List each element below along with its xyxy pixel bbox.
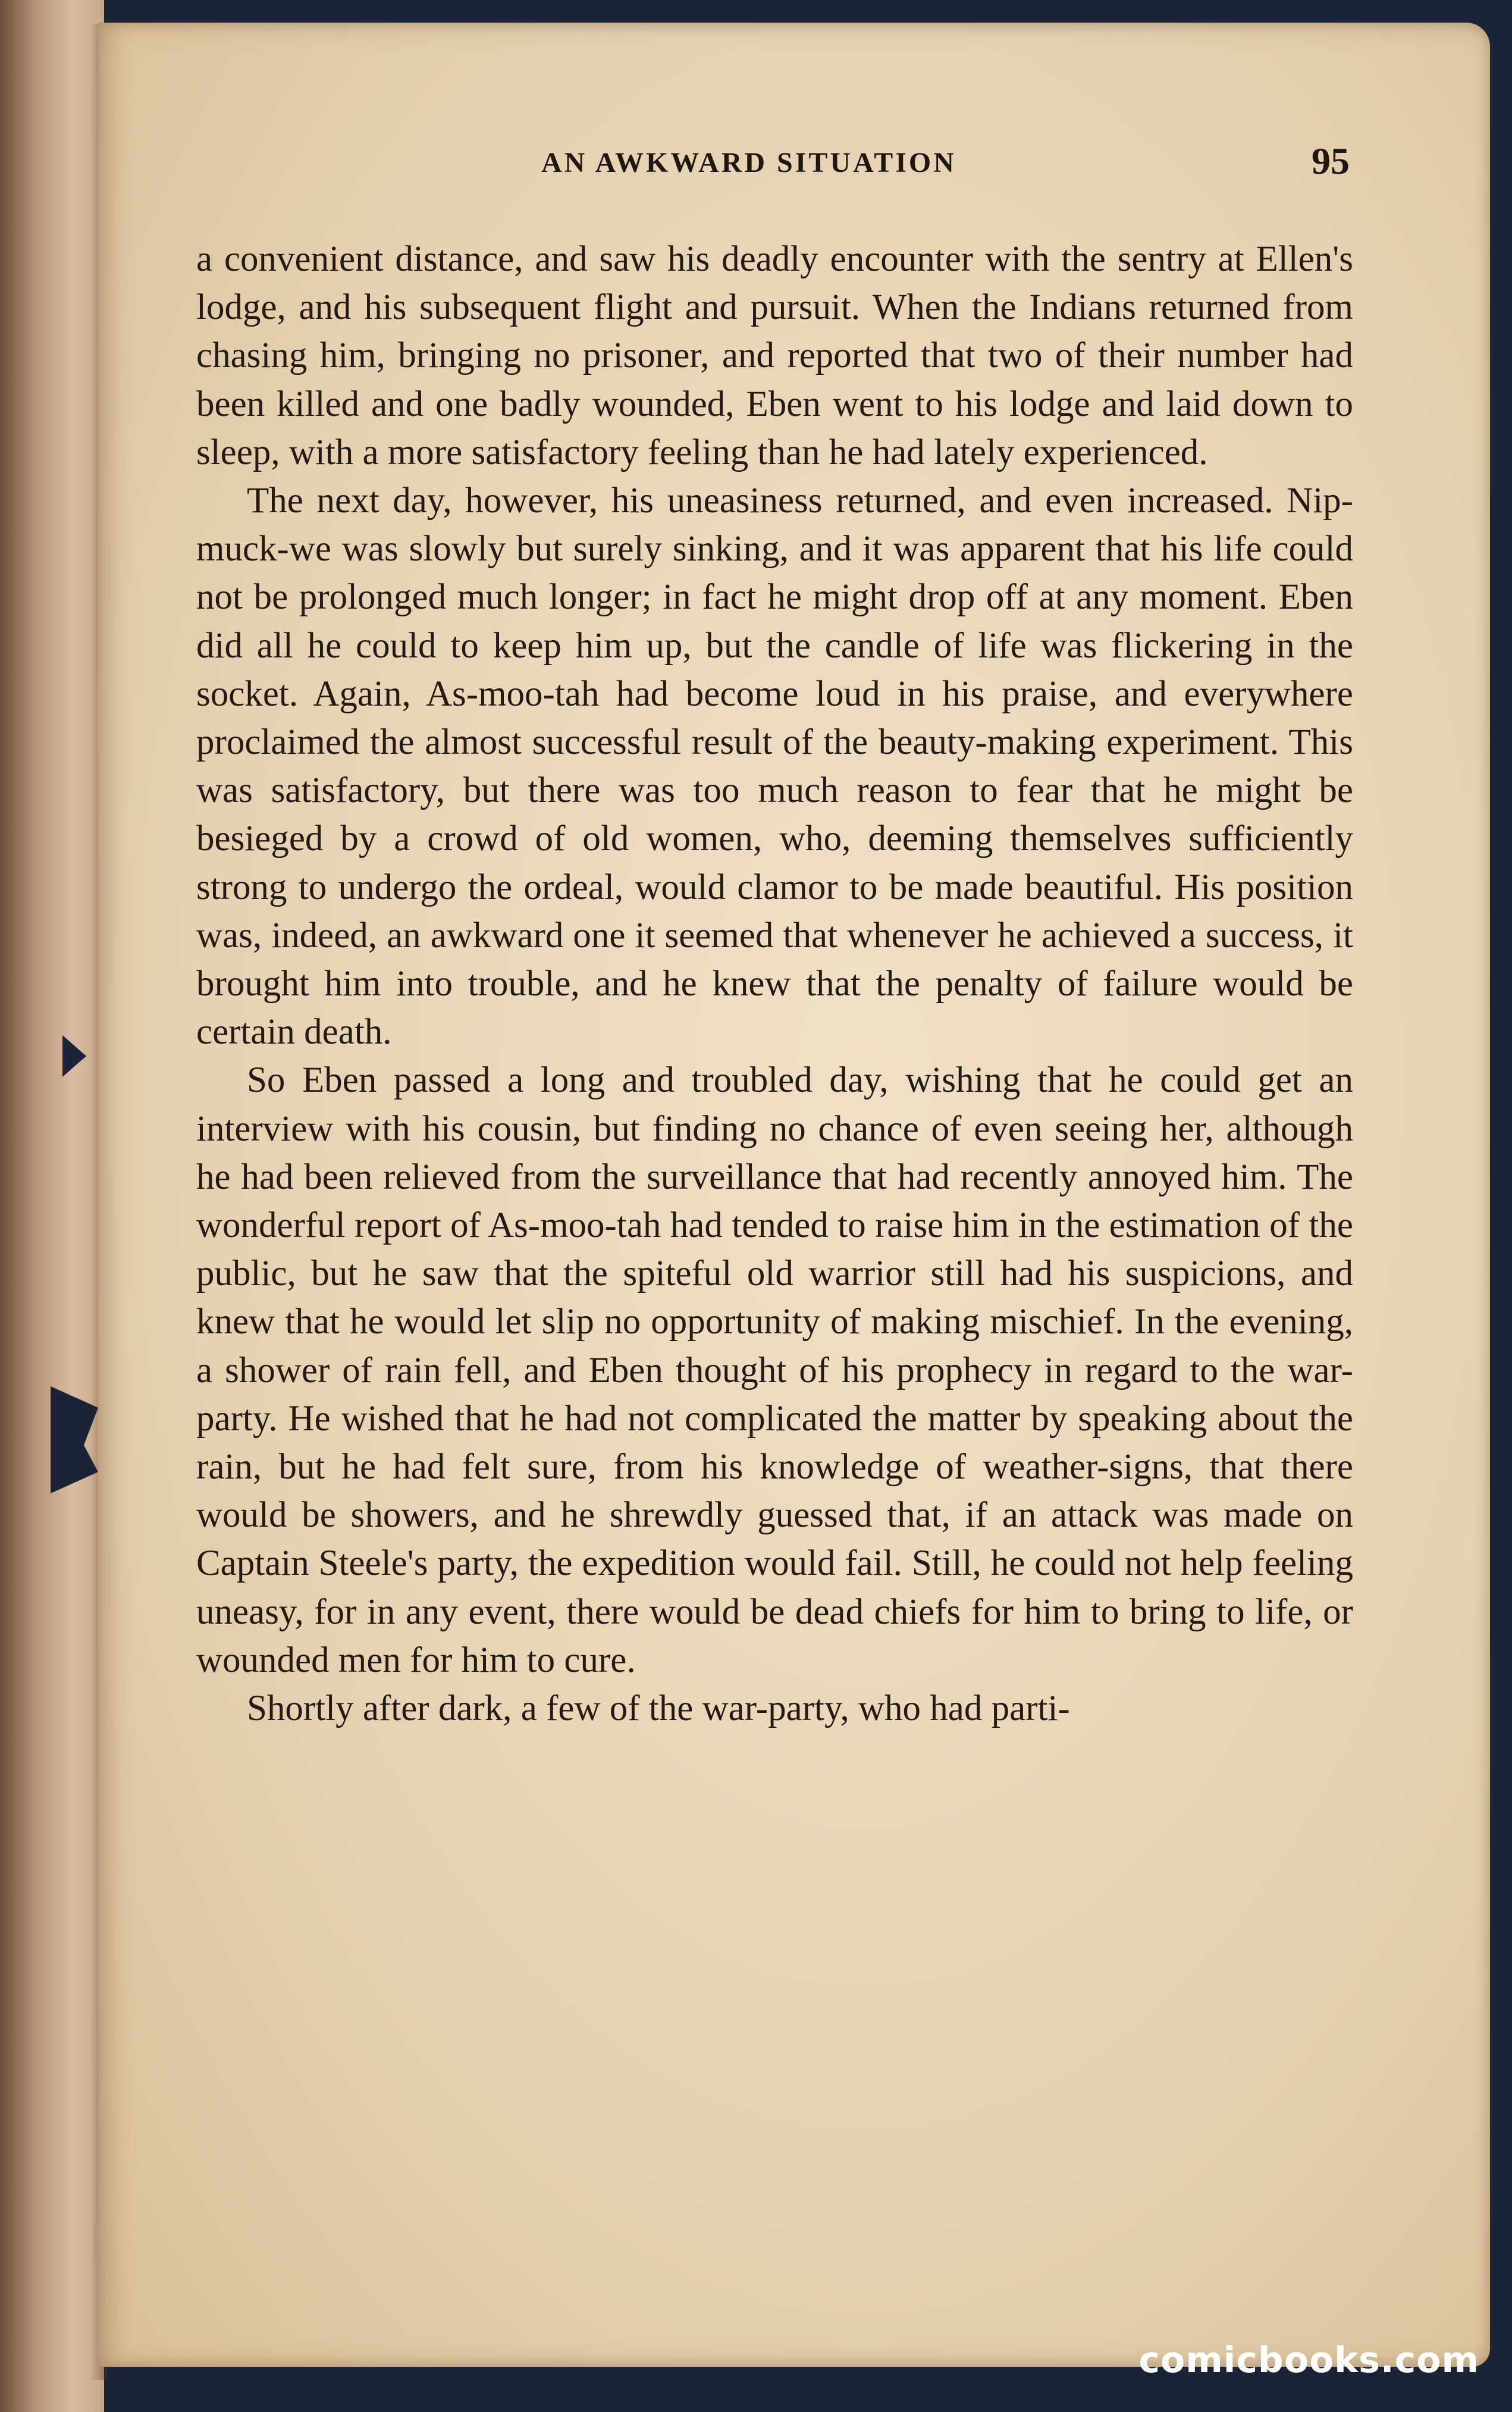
body-text (196, 235, 1353, 1733)
paragraph: The next day, however, his uneasiness returned, and even increased. Nip-muck-we was slowly but surely sinking, and it was apparent that his life could not be prolonged much longer; in fact he might drop off at any moment. Eben did all he could to keep him up, but the candle of life was flickering in the socket. Again, As-moo-tah had become loud in his praise, and everywhere proclaimed the almost successful result of the beauty-making experiment. This was satisfactory, but there was too much reason to fear that he might be besieged by a crowd of old women, who, deeming themselves sufficiently strong to undergo the ordeal, would clamor to be made beautiful. His position was, indeed, an awkward one it seemed that whenever he achieved a success, it brought him into trouble, and he knew that the penalty of failure would be certain death. (196, 481, 1353, 1052)
running-head: AN AWKWARD SITUATION (541, 147, 956, 178)
paragraph: a convenient distance, and saw his deadly encounter with the sentry at Ellen's lodge, and his subsequent flight and pursuit. When the Indians returned from chasing him, bringing no prisoner, and reported that two of their number had been killed and one badly wounded, Eben went to his lodge and laid down to sleep, with a more satisfactory feeling than he had lately experienced. (196, 239, 1353, 472)
paragraph: Shortly after dark, a few of the war-party, who had parti- (247, 1689, 1070, 1729)
facing-page-edge (0, 0, 104, 2412)
watermark: comicbooks.com (1138, 2339, 1479, 2381)
paragraph: So Eben passed a long and troubled day, wishing that he could get an interview with his cousin, but finding no chance of even seeing her, although he had been relieved from the surveillance that had recently annoyed him. The wonderful report of As-moo-tah had tended to raise him in the estimation of the public, but he saw that the spiteful old warrior still had his suspicions, and knew that he would let slip no opportunity of making mischief. In the evening, a shower of rain fell, and Eben thought of his prophecy in regard to the war-party. He wished that he had not complicated the matter by speaking about the rain, but he had felt sure, from his knowledge of weather-signs, that there would be showers, and he shrewdly guessed that, if an attack was made on Captain Steele's party, the expedition would fail. Still, he could not help feeling uneasy, for in any event, there would be dead chiefs for him to bring to life, or wounded men for him to cure. (196, 1060, 1353, 1680)
page-number: 95 (1312, 140, 1350, 182)
page-header (98, 140, 1490, 190)
